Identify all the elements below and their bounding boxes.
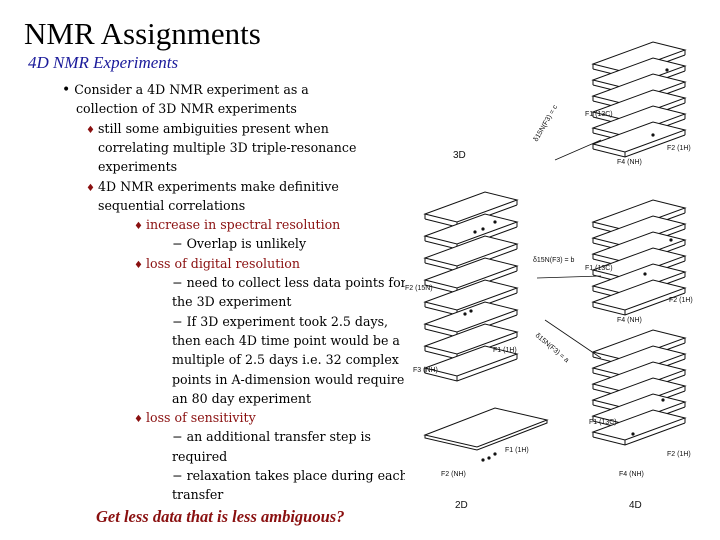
label-2d: 2D (455, 500, 468, 511)
outline-line (172, 331, 400, 350)
label-f1-1h-mid: F1 (1H) (493, 347, 517, 354)
outline-line (172, 389, 311, 408)
label-4d: 4D (629, 500, 642, 511)
outline-line (86, 177, 339, 198)
outline-line (134, 408, 256, 429)
outline-line (98, 138, 356, 157)
outline-text: If 3D experiment took 2.5 days, (186, 313, 389, 329)
outline-line (172, 234, 306, 253)
outline-line (172, 292, 291, 311)
label-f1-13c-bot: F1 (13C) (589, 419, 617, 426)
label-f3-nh: F3 (NH) (413, 367, 438, 374)
label-3d: 3D (453, 150, 466, 161)
outline-line (172, 427, 371, 446)
outline-text: then each 4D time point would be a (172, 332, 400, 348)
label-f4-nh-mid: F4 (NH) (617, 317, 642, 324)
outline-line (76, 99, 297, 118)
label-f2-15n: F2 (15N) (405, 285, 433, 292)
outline-text: need to collect less data points for (186, 275, 407, 290)
outline-line (98, 196, 245, 215)
outline-text: loss of sensitivity (145, 410, 256, 426)
bullet-icon: ♦ (86, 182, 95, 194)
outline-text: the 3D experiment (172, 294, 292, 310)
outline-line (172, 312, 388, 331)
dash-bullet: − (172, 236, 187, 252)
label-f1-13c-top: F1 (13C) (585, 111, 613, 118)
outline-text: an 80 day experiment (172, 390, 312, 406)
outline-text: correlating multiple 3D triple-resonance (98, 139, 357, 155)
outline-line (172, 466, 408, 485)
outline-text: Consider a 4D NMR experiment as a (74, 82, 309, 97)
outline-line (62, 80, 309, 100)
label-f2-nh-2d: F2 (NH) (441, 471, 466, 478)
label-f2-1h-bot: F2 (1H) (667, 451, 691, 458)
label-f4-nh-top: F4 (NH) (617, 159, 642, 166)
outline-text: sequential correlations (98, 197, 246, 213)
label-d15n-b: δ15N(F3) = b (533, 257, 575, 264)
outline-line (98, 157, 177, 176)
outline-text: 4D NMR experiments make definitive (97, 178, 339, 194)
outline-line (86, 119, 329, 140)
label-f2-1h-top: F2 (1H) (667, 145, 691, 152)
bullet-icon: ♦ (86, 124, 95, 136)
slide-subtitle: 4D NMR Experiments (28, 53, 179, 72)
dash-bullet: − (172, 275, 187, 290)
outline-text: collection of 3D NMR experiments (76, 101, 297, 117)
label-f2-1h-mid: F2 (1H) (669, 297, 693, 304)
outline-line (172, 447, 227, 466)
outline-line (134, 254, 300, 275)
outline-line (172, 485, 223, 504)
label-f1-1h-2d: F1 (1H) (505, 447, 529, 454)
outline-line (172, 370, 404, 389)
stack-4d-bottom (593, 330, 685, 445)
stack-4d-top (593, 42, 685, 157)
dash-bullet: − (172, 468, 187, 483)
outline-text: increase in spectral resolution (145, 217, 341, 233)
bullet-icon: ♦ (134, 414, 143, 426)
slide-title: NMR Assignments (24, 16, 261, 51)
label-d15n-c: δ15N(F3) = c (532, 103, 560, 143)
outline-text: transfer (172, 487, 224, 503)
dash-bullet: − (172, 313, 187, 329)
tagline: Get less data that is less ambiguous? (96, 507, 345, 526)
bullet-icon: • (62, 82, 71, 98)
label-f1-13c-mid: F1 (13C) (585, 265, 613, 272)
outline-line (172, 350, 399, 369)
outline-text: an additional transfer step is (186, 429, 371, 445)
outline-text: still some ambiguities present when (97, 120, 329, 136)
outline-text: experiments (98, 159, 178, 175)
dash-bullet: − (172, 429, 187, 445)
bullet-icon: ♦ (134, 259, 143, 271)
outline-text: relaxation takes place during each (186, 468, 408, 483)
outline-line (134, 215, 340, 236)
outline-line (172, 273, 407, 292)
outline-text: Overlap is unlikely (186, 236, 307, 252)
outline-text: loss of digital resolution (145, 255, 300, 271)
outline-text: points in A-dimension would require (172, 371, 405, 387)
outline-text: required (172, 448, 228, 464)
label-d15n-a: δ15N(F3) = a (533, 332, 570, 365)
outline-text: multiple of 2.5 days i.e. 32 complex (172, 352, 399, 368)
nmr-4d-diagram (405, 40, 717, 515)
label-f4-nh-bot: F4 (NH) (619, 471, 644, 478)
bullet-icon: ♦ (134, 221, 143, 233)
